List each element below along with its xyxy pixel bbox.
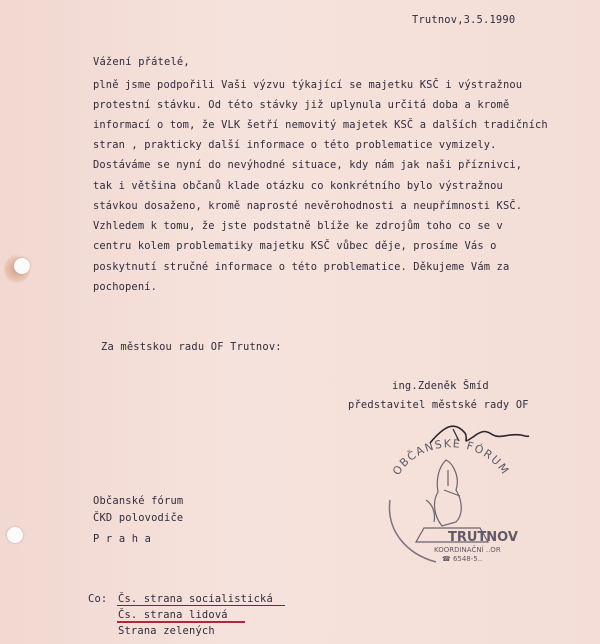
copy-recipient: Strana zelených — [118, 625, 215, 637]
body-line: stran , prakticky další informace o této problematice vymizely. — [93, 139, 497, 151]
stamp-city: TRUTNOV — [448, 530, 518, 545]
body-line: tak i většina občanů klade otázku co konkrétního bylo výstražnou — [93, 180, 503, 192]
red-underline — [117, 621, 245, 623]
stamp-line2: KOORDINAČNÍ ..OR — [434, 546, 501, 554]
copy-label: Co: — [88, 593, 108, 605]
copy-recipient: Čs. strana lidová — [118, 609, 228, 621]
signatory-title: představitel městské rady OF — [348, 399, 529, 411]
body-line: informací o tom, že VLK šetří nemovitý majetek KSČ a dalších tradičních — [93, 119, 548, 131]
recipient-line: Občanské fórum — [93, 495, 184, 507]
copy-recipient: Čs. strana socialistická — [118, 593, 273, 605]
signatory-name: ing.Zdeněk Šmíd — [392, 380, 489, 392]
body-line: centru kolem problematiky majetku KSČ vůbec děje, prosíme Vás o — [93, 240, 497, 252]
recipient-line: ČKD polovodiče — [93, 512, 184, 524]
body-line: protestní stávku. Od této stávky již uplynula určitá doba a kromě — [93, 99, 510, 111]
recipient-city: P r a h a — [93, 533, 152, 545]
salutation: Vážení přátelé, — [93, 56, 190, 68]
stamp-phone: ☎ 6548-5.. — [442, 555, 483, 563]
body-line: Vzhledem k tomu, že jste podstatně blíže ke zdrojům toho co se v — [93, 220, 503, 232]
stamp-arc-text: OBČANSKÉ FÓRUM — [390, 437, 512, 478]
body-line: stávkou dosaženo, kromě naprosté nevěrohodnosti a neupřímnosti KSČ. — [93, 200, 523, 212]
body-line: plně jsme podpořili Vaši výzvu týkající se majetku KSČ i výstražnou — [93, 79, 523, 91]
body-line: pochopení. — [93, 281, 158, 293]
handwritten-signature — [425, 415, 535, 459]
punch-hole — [14, 258, 30, 274]
blue-underline — [117, 605, 285, 606]
closing-line: Za městskou radu OF Trutnov: — [101, 341, 282, 353]
punch-hole — [7, 527, 23, 543]
body-line: Dostáváme se nyní do nevýhodné situace, kdy nám jak naši příznivci, — [93, 159, 523, 171]
date-line: Trutnov,3.5.1990 — [412, 14, 516, 26]
body-line: poskytnutí stručné informace o této problematice. Děkujeme Vám za — [93, 261, 510, 273]
